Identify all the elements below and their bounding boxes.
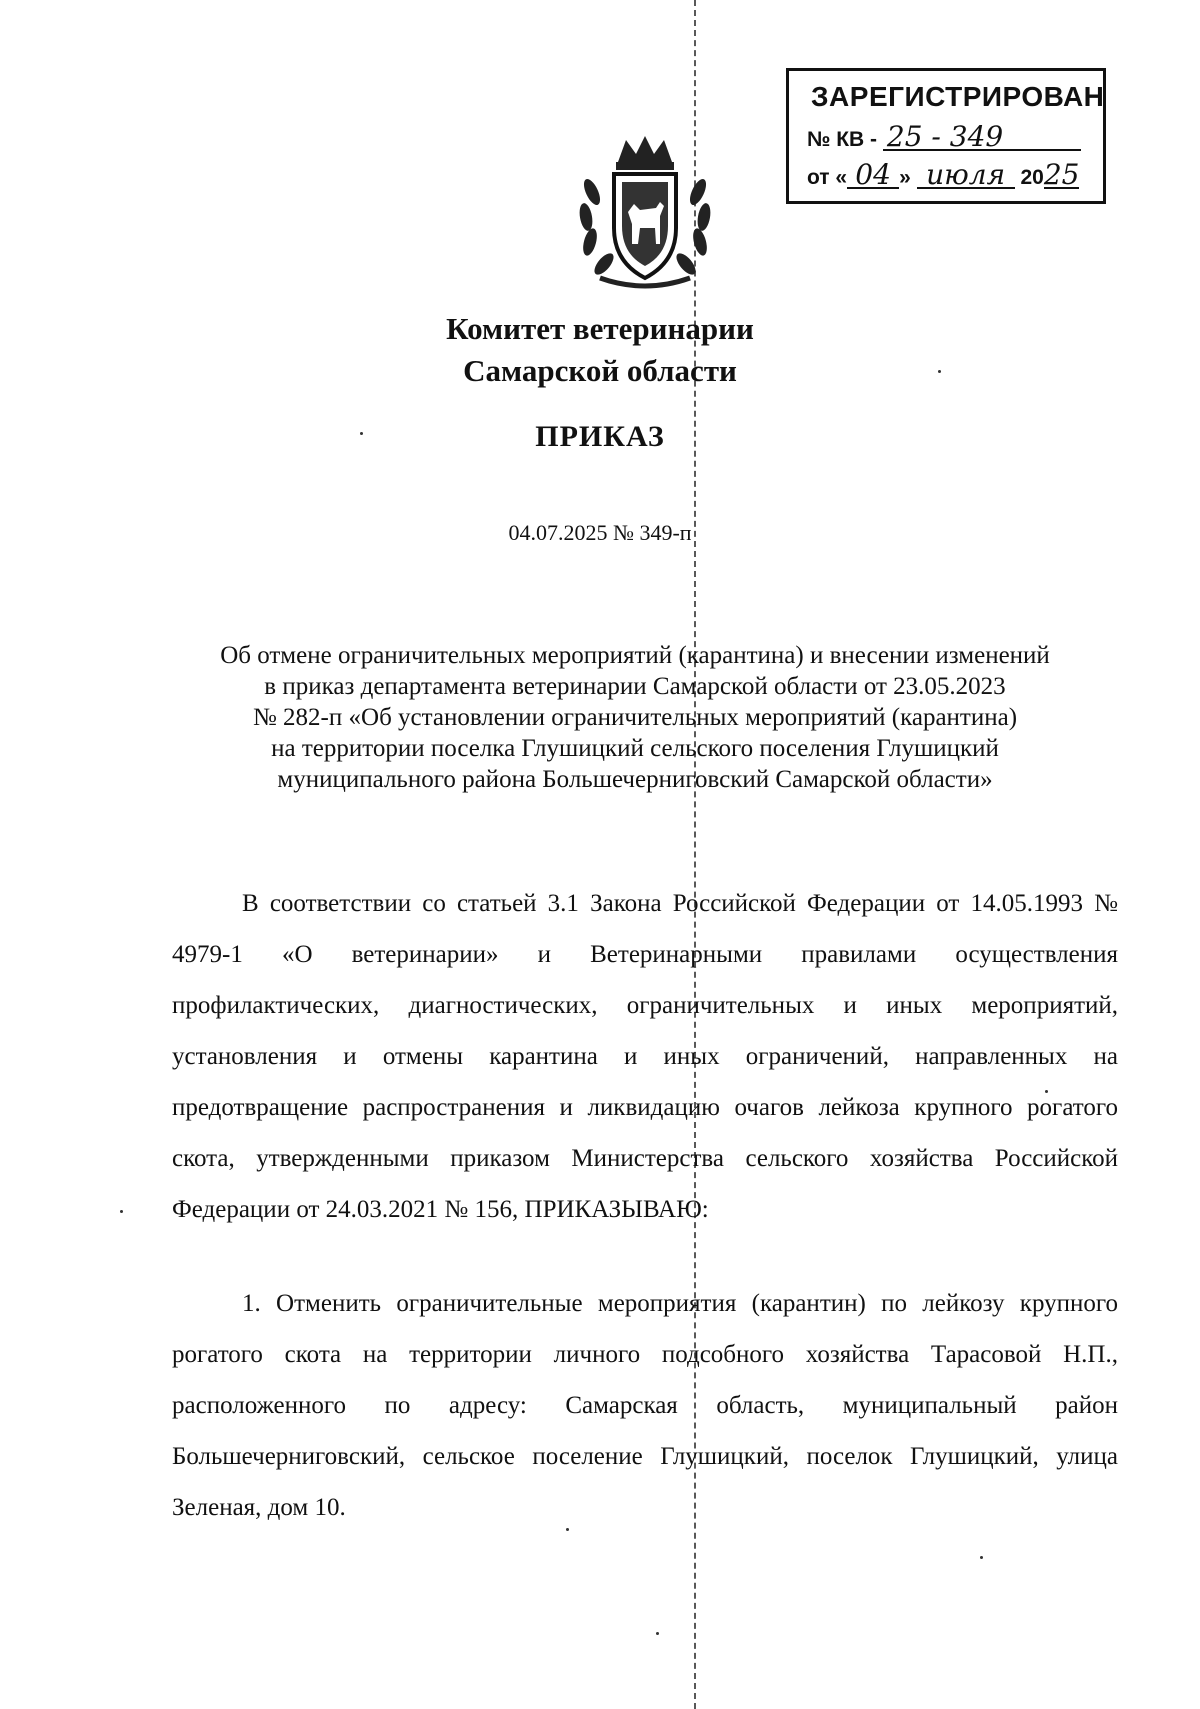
samara-coat-of-arms-icon [570, 132, 720, 292]
registration-stamp [786, 68, 1106, 204]
stamp-year-handwritten: 25 [1043, 158, 1080, 191]
scan-speck [938, 370, 941, 373]
subject-line: № 282-п «Об установлении ограничительных мероприятий (карантина) [252, 704, 1018, 731]
item-1-paragraph: 1. Отменить ограничительные мероприятия (карантин) по лейкозу крупного рогатого скота на территории личного подсобного хозяйства Тарасовой Н.П., расположенного по адресу: Самарская область, муниципальный район Большечерниговский, сельское поселение Глушицкий, поселок Глушицкий, улица Зеленая, дом 10. [172, 1290, 1118, 1521]
preamble-text: В соответствии со статьей 3.1 Закона Российской Федерации от 14.05.1993 № 4979-1 «О ветеринарии» и Ветеринарными правилами осуществления профилактических, диагностических, ограничительных и иных мероприятий, установления и отмены карантина и иных ограничений, направленных на предотвращение распространения и ликвидацию очагов лейкоза крупного рогатого скота, утвержденными приказом Министерства сельского хозяйства Российской Федерации от 24.03.2021 № 156, [172, 890, 1118, 1223]
committee-line-1: Комитет ветеринарии [446, 311, 754, 346]
scan-speck [360, 432, 363, 435]
stamp-day-handwritten: 04 [847, 163, 899, 189]
stamp-date-mid: » [899, 166, 911, 189]
scan-speck [656, 1632, 659, 1635]
committee-line-2: Самарской области [463, 353, 737, 388]
document-type: ПРИКАЗ [535, 420, 665, 453]
scan-speck [980, 1556, 983, 1559]
preamble-paragraph [172, 878, 1118, 1235]
subject-line: Об отмене ограничительных мероприятий (карантина) и внесении изменений [220, 642, 1050, 669]
stamp-number-handwritten: 25 - 349 [883, 125, 1081, 151]
stamp-year-prefix: 20 [1020, 166, 1044, 189]
stamp-title: ЗАРЕГИСТРИРОВАН [811, 81, 1105, 112]
subject-line: на территории поселка Глушицкий сельского поселения Глушицкий [271, 735, 999, 762]
scan-speck [566, 1528, 569, 1531]
stamp-number-prefix: № КВ - [807, 128, 878, 151]
committee-name [0, 308, 1200, 392]
directive-word: ПРИКАЗЫВАЮ: [524, 1196, 709, 1223]
order-subject [150, 640, 1120, 795]
subject-line: муниципального района Большечерниговский Самарской области» [277, 766, 993, 793]
subject-line: в приказ департамента ветеринарии Самарской области от 23.05.2023 [264, 673, 1006, 700]
stamp-month-handwritten: июля [917, 163, 1015, 189]
stamp-number-row [807, 120, 1081, 153]
stamp-date-prefix: от « [807, 166, 848, 189]
stamp-date-row [807, 158, 1080, 191]
scan-speck [120, 1210, 123, 1213]
scan-speck [1045, 1090, 1048, 1093]
order-date-number: 04.07.2025 № 349-п [508, 520, 692, 545]
